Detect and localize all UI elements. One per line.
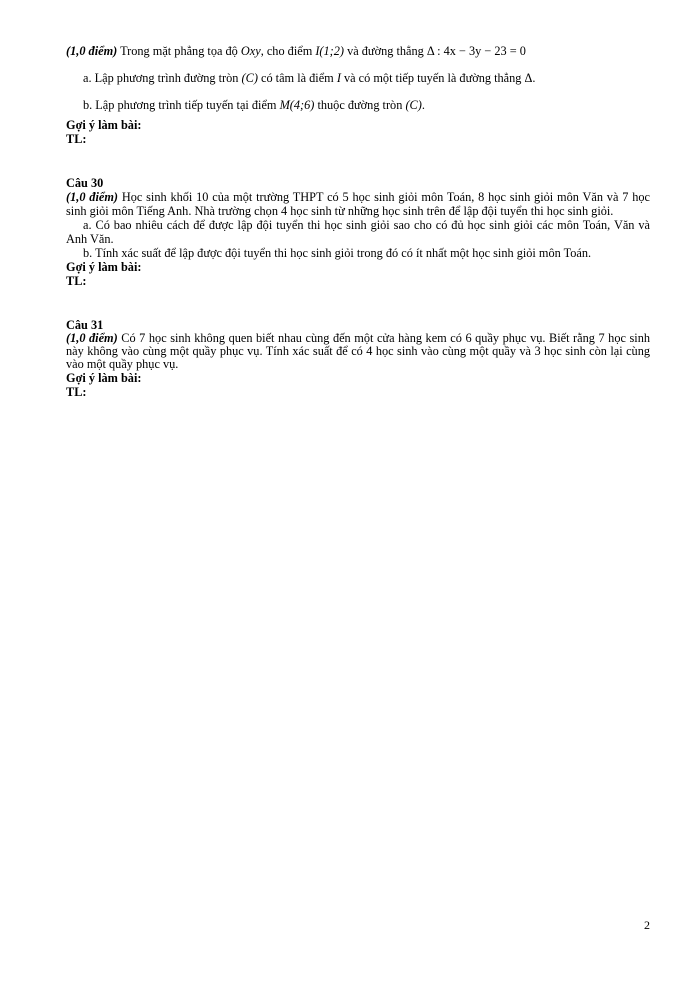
oxy-label: Oxy [240,44,261,58]
hint-label: Gợi ý làm bài: [66,118,142,132]
question-31 [66,318,650,399]
question-30-part-a: a. Có bao nhiêu cách để được lập đội tuyển thi học sinh giỏi sao cho có đủ học sinh giỏi các môn Toán, Văn và Anh Văn. [66,218,650,246]
points-label: (1,0 điểm) [66,44,118,58]
answer-label: TL: [66,274,87,288]
question-31-statement [66,332,650,371]
question-29-statement [66,44,650,58]
answer-label: TL: [66,132,87,146]
question-29-part-a [66,71,650,85]
document-page [66,44,650,399]
statement-text: và đường thẳng [344,44,427,58]
answer-label: TL: [66,385,87,399]
part-text: có tâm là điểm [257,71,337,85]
statement-text: Học sinh khối 10 của một trường THPT có 5 học sinh giỏi môn Toán, 8 học sinh giỏi môn Văn và 7 học sinh giỏi môn Tiếng Anh. Nhà trường chọn 4 học sinh từ những học sinh trên để lập đội tuyển thi học sinh giỏi. [66,190,650,218]
points-label: (1,0 điểm) [66,190,118,204]
part-text: thuộc đường tròn [314,98,406,112]
circle-c: (C) [241,71,258,85]
statement-text: , cho điểm [260,44,316,58]
question-title: Câu 30 [66,176,104,190]
hint-label: Gợi ý làm bài: [66,371,142,385]
statement-text: Trong mặt phẳng tọa độ [117,44,241,58]
part-text: . [532,71,536,85]
hint-label: Gợi ý làm bài: [66,260,142,274]
point-m: M(4;6) [279,98,315,112]
section-spacer [66,288,650,318]
question-30-statement [66,190,650,218]
part-text: và có một tiếp tuyến là đường thẳng [340,71,525,85]
line-equation: Δ : 4x − 3y − 23 = 0 [426,44,526,58]
part-text: . [421,98,425,112]
circle-c: (C) [405,98,422,112]
delta-symbol: Δ [524,71,533,85]
page-number: 2 [644,918,650,932]
section-spacer [66,146,650,176]
point-i: I(1;2) [315,44,345,58]
points-label: (1,0 điểm) [66,331,118,345]
center-i: I [336,71,341,85]
question-29-part-b [66,98,650,112]
question-title: Câu 31 [66,318,104,332]
part-text: a. Lập phương trình đường tròn [83,71,242,85]
question-29 [66,44,650,146]
question-30-part-b: b. Tính xác suất để lập được đội tuyển thi học sinh giỏi trong đó có ít nhất một học sinh giỏi môn Toán. [83,246,592,260]
part-text: b. Lập phương trình tiếp tuyến tại điểm [83,98,280,112]
question-30 [66,176,650,288]
statement-text: Có 7 học sinh không quen biết nhau cùng đến một cửa hàng kem có 6 quầy phục vụ. Biết rằng 7 học sinh này không vào cùng một quầy phục vụ. Tính xác suất để có 4 học sinh vào cùng một quầy và 3 học sinh còn lại cùng vào một quầy phục vụ. [66,331,650,371]
